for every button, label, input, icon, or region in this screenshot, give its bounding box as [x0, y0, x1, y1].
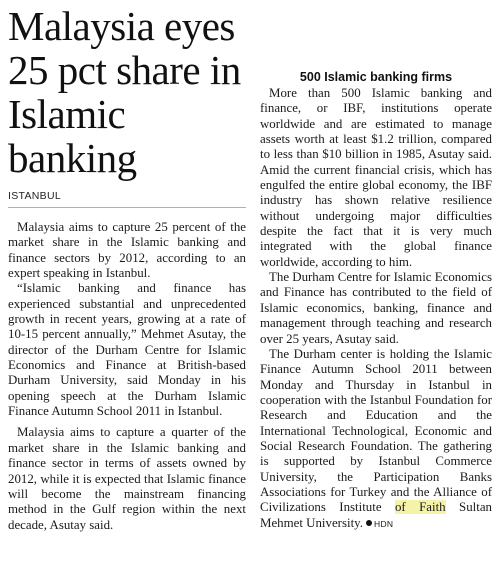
right-column [260, 70, 492, 532]
right-body [260, 86, 492, 532]
left-column [8, 4, 246, 533]
paragraph: Malaysia aims to capture 25 percent of the market share in the Islamic banking and finance sectors by 2012, according to an expert speaking in Istanbul. [8, 220, 246, 281]
paragraph: More than 500 Islamic banking and finance, or IBF, institutions operate worldwide and are estimated to manage assets worth at least $1.2 trillion, compared to less than $10 billion in 1985, Asutay said. Amid the current financial crisis, which has engulfed the entire global economy, the IBF industry has shown relative resilience without undergoing major difficulties despite the fact that it is very much integrated with the global finance worldwide, according to him. [260, 86, 492, 269]
signoff: HDN [374, 518, 394, 529]
highlighted-text: of Faith [394, 500, 446, 515]
paragraph-final [260, 347, 492, 532]
dateline: ISTANBUL [8, 190, 246, 208]
left-body [8, 220, 246, 533]
paragraph: The Durham Centre for Islamic Economics and Finance has contributed to the field of Islamic economics, banking, finance and management through teaching and research over 25 years, Asutay said. [260, 270, 493, 346]
paragraph: Malaysia aims to capture a quarter of the market share in the Islamic banking and finance sector in terms of assets owned by 2012, while it is expected that Islamic finance will become the mainstream financing method in the Gulf region within the next decade, Asutay said. [8, 425, 246, 532]
subhead: 500 Islamic banking firms [299, 70, 453, 84]
paragraph-final-end: Sultan Mehmet University. [260, 500, 492, 530]
end-mark-icon [366, 520, 372, 526]
headline: Malaysia eyes 25 pct share in Islamic banking [8, 3, 241, 181]
paragraph-final-start: The Durham center is holding the Islamic Finance Autumn School 2011 between Monday and Thursday in Istanbul in cooperation with the Istanbul Foundation for Research and Education and the International Technological, Economic and Social Research Foundation. The gathering is supported by Istanbul Commerce University, the Participation Banks Associations for Turkey and the Alliance of Civilizations Institute [260, 346, 492, 515]
paragraph: “Islamic banking and finance has experienced substantial and unprecedented growth in recent years, growing at a rate of 10-15 percent annually,” Mehmet Asutay, the director of the Durham Centre for Islamic Economics and Finance at British-based Durham University, said Monday in his opening speech at the Durham Islamic Finance Autumn School 2011 in Istanbul. [8, 281, 246, 419]
